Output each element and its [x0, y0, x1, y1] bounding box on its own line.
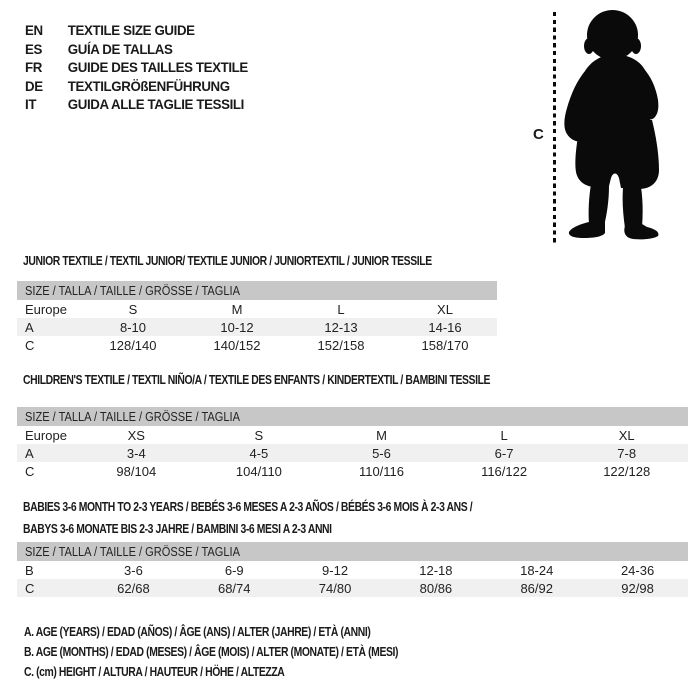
height-measure-label: C: [533, 126, 544, 143]
table-row: [17, 579, 688, 597]
size-section-junior: [17, 252, 497, 354]
cell-value: 9-12: [322, 562, 349, 578]
section-heading: [23, 252, 497, 269]
table-row: [17, 426, 688, 444]
cell-value: 10-12: [220, 319, 254, 335]
cell-value: 122/128: [603, 463, 651, 479]
cell-value: 152/158: [317, 337, 365, 353]
cell-value: 3-6: [124, 562, 143, 578]
table-header-bar: [17, 542, 688, 561]
cell-value: XL: [437, 301, 453, 317]
table-row: [17, 462, 688, 480]
language-list: [25, 21, 260, 114]
cell-value: 12-18: [419, 562, 453, 578]
table-header-label: SIZE / TALLA / TAILLE / GRÖSSE / TAGLIA: [25, 409, 240, 424]
section-heading: [23, 371, 688, 388]
cell-value: 68/74: [217, 580, 251, 596]
height-measure-line: [553, 12, 556, 243]
cell-value: 8-10: [119, 319, 147, 335]
size-table: [17, 281, 497, 354]
cell-value: 116/122: [481, 463, 528, 479]
cell-value: 5-6: [372, 445, 391, 461]
heading-line: CHILDREN'S TEXTILE / TEXTIL NIÑO/A / TEXTILE DES ENFANTS / KINDERTEXTIL / BAMBINI TESSILE: [23, 372, 491, 387]
language-code: IT: [25, 96, 37, 113]
cell-value: XL: [618, 427, 635, 443]
cell-value: 74/80: [318, 580, 352, 596]
cell-value: 158/170: [421, 337, 469, 353]
size-section-babies: [17, 496, 688, 597]
table-header-bar: [17, 407, 688, 426]
cell-value: L: [500, 427, 508, 443]
footnote-line: C. (cm) HEIGHT / ALTURA / HAUTEUR / HÖHE / ALTEZZA: [24, 664, 285, 679]
table-row: [17, 336, 497, 354]
cell-value: 7-8: [617, 445, 637, 461]
heading-line: BABIES 3-6 MONTH TO 2-3 YEARS / BEBÉS 3-6 MESES A 2-3 AÑOS / BÉBÉS 3-6 MOIS À 2-3 ANS /: [23, 499, 473, 514]
cell-value: XS: [127, 427, 145, 443]
footnotes: [24, 622, 492, 682]
language-row: [25, 40, 248, 59]
cell-value: 128/140: [109, 337, 157, 353]
footnote-line: B. AGE (MONTHS) / EDAD (MESES) / ÂGE (MOIS) / ALTER (MONATE) / ETÀ (MESI): [24, 644, 399, 659]
language-label: GUIDE DES TAILLES TEXTILE: [67, 59, 248, 76]
row-label: A: [25, 445, 34, 461]
row-label: Europe: [25, 427, 67, 443]
table-row: [17, 444, 688, 462]
cell-value: 104/110: [235, 463, 282, 479]
language-label: GUÍA DE TALLAS: [67, 40, 173, 57]
language-row: [25, 21, 248, 40]
language-label: TEXTILGRÖßENFÜHRUNG: [67, 77, 230, 94]
cell-value: 18-24: [520, 562, 554, 578]
footnote-line: A. AGE (YEARS) / EDAD (AÑOS) / ÂGE (ANS) / ALTER (JAHRE) / ETÀ (ANNI): [24, 624, 371, 639]
language-code: DE: [25, 77, 43, 94]
size-table: [17, 407, 688, 480]
cell-value: 6-9: [224, 562, 244, 578]
language-code: FR: [25, 59, 42, 76]
row-label: A: [25, 319, 34, 335]
language-code: ES: [25, 40, 42, 57]
cell-value: 140/152: [213, 337, 261, 353]
row-label: B: [25, 562, 34, 578]
table-row: [17, 561, 688, 579]
language-label: TEXTILE SIZE GUIDE: [67, 22, 195, 39]
cell-value: 3-4: [126, 445, 146, 461]
size-table: [17, 542, 688, 597]
cell-value: 86/92: [520, 580, 553, 596]
table-row: [17, 300, 497, 318]
section-heading: [23, 496, 688, 540]
size-section-children: [17, 371, 688, 480]
language-row: [25, 95, 248, 114]
language-code: EN: [25, 22, 43, 39]
cell-value: S: [254, 427, 264, 443]
heading-line: JUNIOR TEXTILE / TEXTIL JUNIOR/ TEXTILE JUNIOR / JUNIORTEXTIL / JUNIOR TESSILE: [23, 253, 432, 268]
cell-value: S: [128, 301, 138, 317]
cell-value: 4-5: [249, 445, 269, 461]
table-header-label: SIZE / TALLA / TAILLE / GRÖSSE / TAGLIA: [25, 544, 240, 559]
table-row: [17, 318, 497, 336]
cell-value: M: [376, 427, 387, 443]
cell-value: M: [231, 301, 243, 317]
language-label: GUIDA ALLE TAGLIE TESSILI: [67, 96, 244, 113]
row-label: C: [25, 463, 35, 479]
cell-value: L: [337, 301, 345, 317]
table-header-label: SIZE / TALLA / TAILLE / GRÖSSE / TAGLIA: [25, 283, 240, 298]
cell-value: 6-7: [494, 445, 514, 461]
cell-value: 12-13: [324, 319, 358, 335]
toddler-silhouette-icon: [561, 8, 667, 246]
cell-value: 62/68: [117, 580, 150, 596]
heading-line: BABYS 3-6 MONATE BIS 2-3 JAHRE / BAMBINI 3-6 MESI A 2-3 ANNI: [23, 521, 332, 536]
table-header-bar: [17, 281, 497, 300]
row-label: C: [25, 580, 35, 596]
row-label: Europe: [25, 301, 67, 317]
language-row: [25, 58, 248, 77]
cell-value: 80/86: [419, 580, 453, 596]
cell-value: 24-36: [620, 562, 655, 578]
cell-value: 110/116: [358, 463, 405, 479]
cell-value: 98/104: [116, 463, 157, 479]
cell-value: 14-16: [428, 319, 462, 335]
language-row: [25, 77, 248, 96]
cell-value: 92/98: [621, 580, 654, 596]
row-label: C: [25, 337, 35, 353]
